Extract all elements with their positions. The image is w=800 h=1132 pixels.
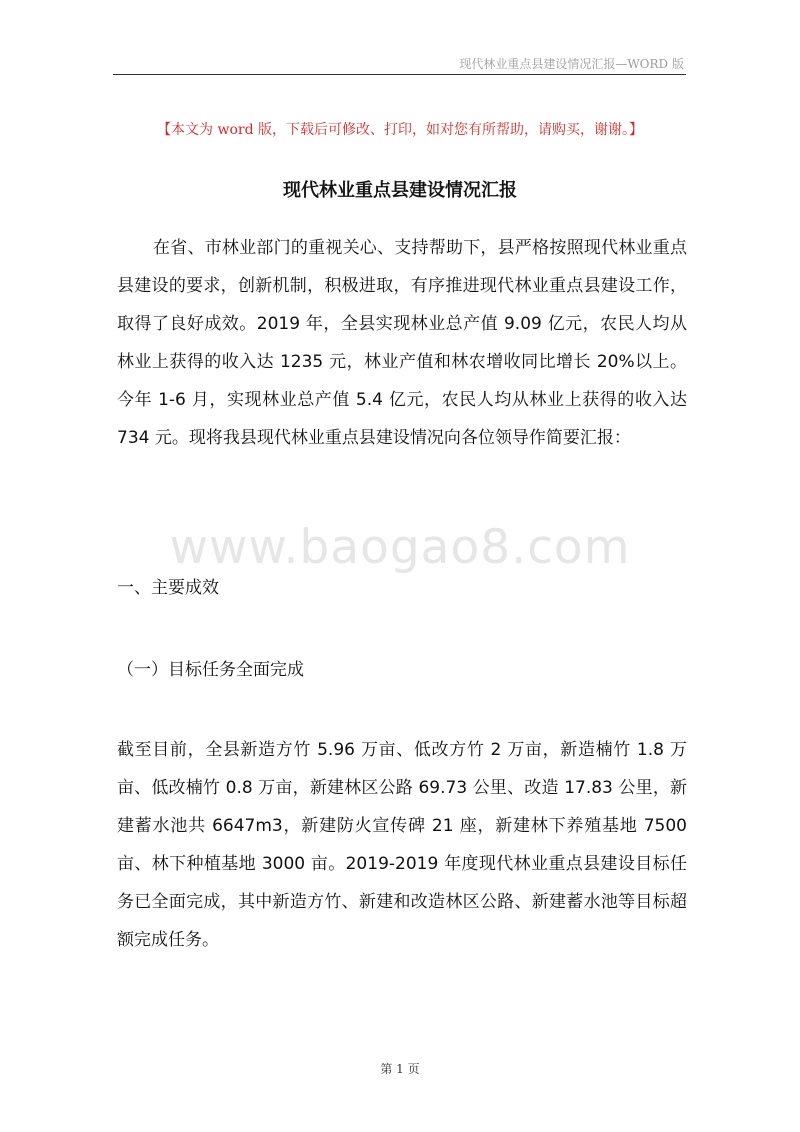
watermark: www.baogao8.com xyxy=(169,520,631,575)
running-header: 现代林业重点县建设情况汇报—WORD 版 xyxy=(459,57,684,71)
intro-paragraph: 在省、市林业部门的重视关心、支持帮助下，县严格按照现代林业重点县建设的要求，创新机制，积极进取，有序推进现代林业重点县建设工作，取得了良好成效。2019 年，全县实现林业总产值 9.09 亿元，农民人均从林业上获得的收入达 1235 元，林业产值和林农增收同比增长 20%以上。今年 1-6 月，实现林业总产值 5.4 亿元，农民人均从林业上获得的收入达 734 元。现将我县现代林业重点县建设情况向各位领导作简要汇报： xyxy=(117,238,687,448)
download-notice: 【本文为 word 版，下载后可修改、打印，如对您有所帮助，请购买，谢谢。】 xyxy=(157,122,643,138)
body-paragraph: 截至目前，全县新造方竹 5.96 万亩、低改方竹 2 万亩，新造楠竹 1.8 万亩、低改楠竹 0.8 万亩，新建林区公路 69.73 公里、改造 17.83 公里，新建蓄水池共 6647m3，新建防火宣传碑 21 座，新建林下养殖基地 7500 亩、林下种植基地 3000 亩。2019-2019 年度现代林业重点县建设目标任务已全面完成，其中新造方竹、新建和改造林区公路、新建蓄水池等目标超额完成任务。 xyxy=(117,740,687,950)
page-number: 第 1 页 xyxy=(380,1062,420,1076)
section-heading: 一、主要成效 xyxy=(117,578,219,598)
document-title: 现代林业重点县建设情况汇报 xyxy=(283,180,517,201)
subsection-heading: （一）目标任务全面完成 xyxy=(117,660,304,680)
header-rule xyxy=(113,74,686,75)
